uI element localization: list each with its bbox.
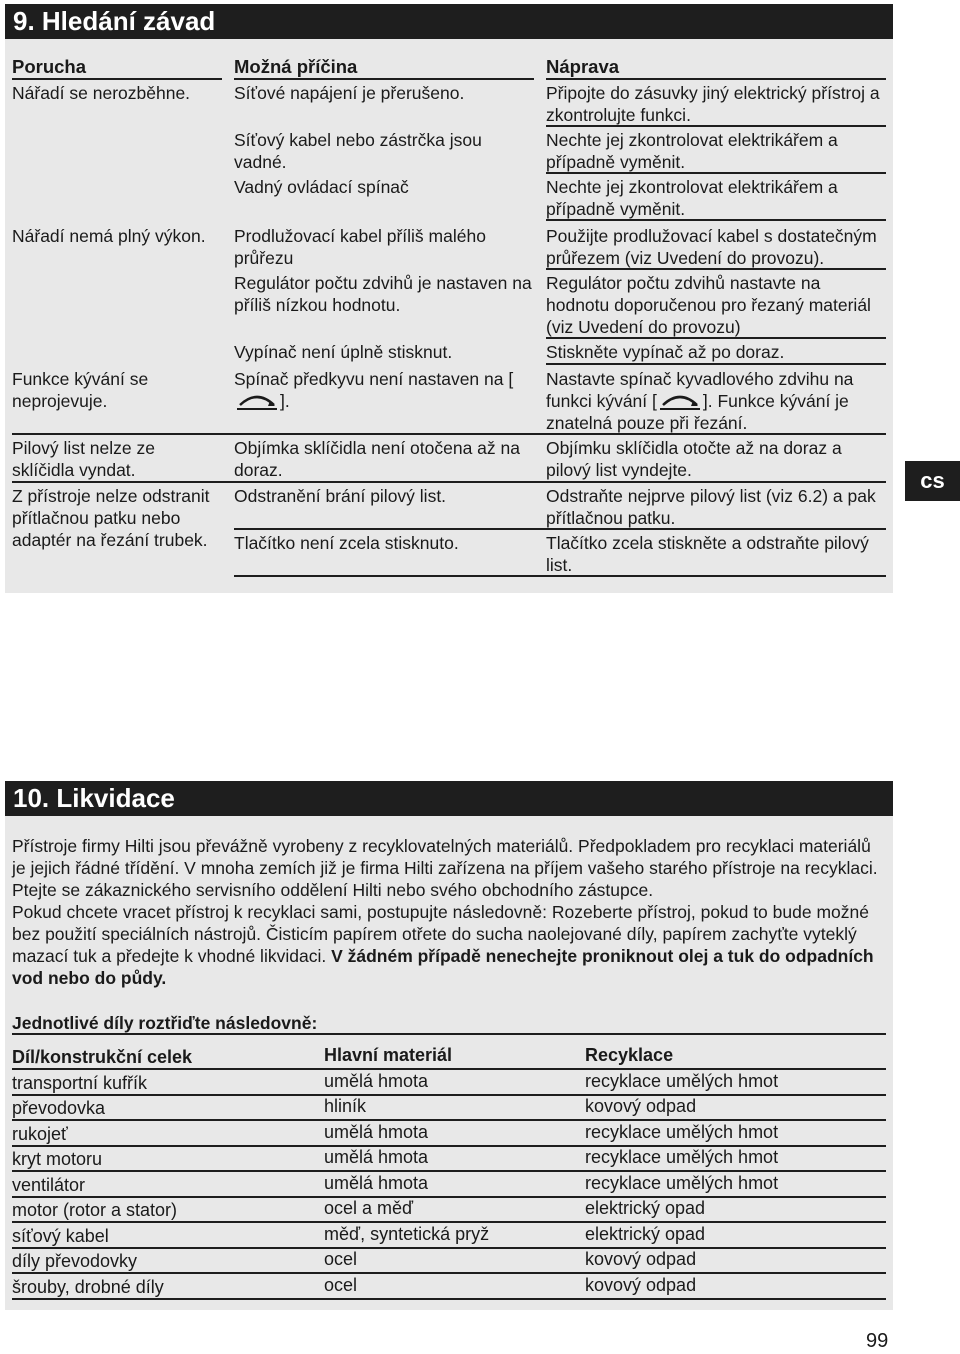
material-cell: umělá hmota	[324, 1173, 429, 1193]
row-rule	[12, 1298, 886, 1300]
cause-text: ].	[280, 391, 290, 411]
warning-text: V žádném případě nenechejte proniknout olej a tuk do odpadních vod nebo do půdy.	[12, 946, 874, 988]
recycling-cell: recyklace umělých hmot	[585, 1173, 779, 1193]
fix-cell: Stiskněte vypínač až po doraz.	[546, 342, 785, 362]
header-recycling: Recyklace	[585, 1045, 674, 1065]
fault-cell: Nářadí nemá plný výkon.	[12, 226, 206, 246]
row-rule	[12, 481, 886, 483]
material-cell: ocel	[324, 1275, 358, 1295]
material-cell: ocel a měď	[324, 1198, 414, 1218]
part-cell: transportní kufřík	[12, 1073, 148, 1093]
fix-text: ]. Funkce kývání je znatelná pouze při řezání.	[546, 391, 849, 434]
recycling-cell: recyklace umělých hmot	[585, 1147, 779, 1167]
recycling-cell: recyklace umělých hmot	[585, 1122, 779, 1142]
section-10-title: 10. Likvidace	[5, 781, 893, 816]
recycling-cell: recyklace umělých hmot	[585, 1071, 779, 1091]
row-rule	[12, 1094, 886, 1096]
part-cell: kryt motoru	[12, 1149, 103, 1169]
header-rule	[546, 78, 886, 80]
cause-cell	[234, 368, 534, 412]
recycling-cell: kovový odpad	[585, 1249, 697, 1269]
fix-cell: Připojte do zásuvky jiný elektrický přístroj a zkontrolujte funkci.	[546, 83, 880, 125]
fix-cell: Tlačítko zcela stiskněte a odstraňte pilový list.	[546, 533, 869, 575]
row-rule	[546, 125, 886, 127]
language-tab: cs	[905, 461, 960, 501]
section-9-title: 9. Hledání závad	[5, 4, 893, 39]
row-rule	[234, 575, 886, 577]
row-rule	[546, 337, 886, 339]
fault-cell: Nářadí se nerozběhne.	[12, 83, 191, 103]
recycling-cell: elektrický opad	[585, 1224, 706, 1244]
header-rule	[12, 78, 222, 80]
fault-cell: Funkce kývání se neprojevuje.	[12, 369, 149, 411]
header-part: Díl/konstrukční celek	[12, 1047, 193, 1067]
fix-cell: Nechte jej zkontrolovat elektrikářem a případně vyměnit.	[546, 130, 838, 172]
cause-cell: Prodlužovací kabel příliš malého průřezu	[234, 226, 486, 268]
part-cell: ventilátor	[12, 1175, 86, 1195]
recycling-cell: kovový odpad	[585, 1096, 697, 1116]
material-cell: hliník	[324, 1096, 367, 1116]
sort-heading: Jednotlivé díly roztřiďte následovně:	[12, 1013, 318, 1033]
cause-text: Spínač předkyvu není nastaven na [	[234, 369, 514, 389]
fix-cell: Nechte jej zkontrolovat elektrikářem a případně vyměnit.	[546, 177, 838, 219]
cause-cell: Síťový kabel nebo zástrčka jsou vadné.	[234, 130, 482, 172]
row-rule	[234, 528, 886, 530]
page-number: 99	[866, 1330, 889, 1352]
fix-cell	[546, 368, 886, 434]
cause-cell: Síťové napájení je přerušeno.	[234, 83, 465, 103]
part-cell: rukojeť	[12, 1124, 68, 1144]
part-cell: motor (rotor a stator)	[12, 1200, 178, 1220]
row-rule	[12, 433, 886, 435]
row-rule	[12, 1272, 886, 1274]
part-cell: síťový kabel	[12, 1226, 109, 1246]
row-rule	[546, 363, 886, 365]
material-cell: umělá hmota	[324, 1122, 429, 1142]
row-rule	[12, 1196, 886, 1198]
material-cell: měď, syntetická pryž	[324, 1224, 490, 1244]
recycling-cell: elektrický opad	[585, 1198, 706, 1218]
fault-cell: Z přístroje nelze odstranit přítlačnou patku nebo adaptér na řezání trubek.	[12, 486, 210, 550]
material-cell: ocel	[324, 1249, 358, 1269]
cause-cell: Odstranění brání pilový list.	[234, 486, 447, 506]
header-fault: Porucha	[12, 56, 87, 77]
row-rule	[546, 268, 886, 270]
pendulum-switch-icon	[657, 392, 703, 412]
instruction-text: Pokud chcete vracet přístroj k recyklaci sami, postupujte následovně: Rozeberte přístroj, pokud to bude možné bez použití speciálních nástrojů. Čisticím papírem otřete do sucha naolejované díly, papírem zachyťte vyteklý mazací tuk a předejte k vhodné likvidaci.	[12, 902, 869, 966]
recycling-cell: kovový odpad	[585, 1275, 697, 1295]
material-cell: umělá hmota	[324, 1071, 429, 1091]
cause-cell: Regulátor počtu zdvihů je nastaven na příliš nízkou hodnotu.	[234, 273, 532, 315]
header-rule	[234, 78, 534, 80]
fix-cell: Objímku sklíčidla otočte až na doraz a pilový list vyndejte.	[546, 438, 842, 480]
fix-cell: Použijte prodlužovací kabel s dostatečným průřezem (viz Uvedení do provozu).	[546, 226, 877, 268]
header-fix: Náprava	[546, 56, 620, 77]
row-rule	[546, 219, 886, 221]
fault-cell: Pilový list nelze ze sklíčidla vyndat.	[12, 438, 155, 480]
cause-cell: Tlačítko není zcela stisknuto.	[234, 533, 459, 553]
part-cell: díly převodovky	[12, 1251, 138, 1271]
cause-cell: Vadný ovládací spínač	[234, 177, 409, 197]
fix-cell: Odstraňte nejprve pilový list (viz 6.2) a pak přítlačnou patku.	[546, 486, 876, 528]
header-material: Hlavní materiál	[324, 1045, 453, 1065]
pendulum-switch-icon	[234, 392, 280, 412]
disposal-instructions	[12, 901, 886, 989]
header-cause: Možná příčina	[234, 56, 358, 77]
heading-rule	[12, 1033, 886, 1035]
fix-text: Nastavte spínač kyvadlového zdvihu na funkci kývání [	[546, 369, 854, 411]
part-cell: převodovka	[12, 1098, 106, 1118]
material-cell: umělá hmota	[324, 1147, 429, 1167]
row-rule	[546, 172, 886, 174]
cause-cell: Objímka sklíčidla není otočena až na doraz.	[234, 438, 520, 480]
disposal-paragraph: Přístroje firmy Hilti jsou převážně vyrobeny z recyklovatelných materiálů. Předpokladem pro recyklaci materiálů je jejich řádné třídění. V mnoha zemích již je firma Hilti zařízena na příjem vašeho starého přístroje na recyklaci. Ptejte se zákaznického servisního oddělení Hilti nebo svého obchodního zástupce.	[12, 836, 878, 900]
row-rule	[12, 1247, 886, 1249]
part-cell: šrouby, drobné díly	[12, 1277, 164, 1297]
cause-cell: Vypínač není úplně stisknut.	[234, 342, 453, 362]
fix-cell: Regulátor počtu zdvihů nastavte na hodnotu doporučenou pro řezaný materiál (viz Uvedení do provozu)	[546, 273, 871, 337]
